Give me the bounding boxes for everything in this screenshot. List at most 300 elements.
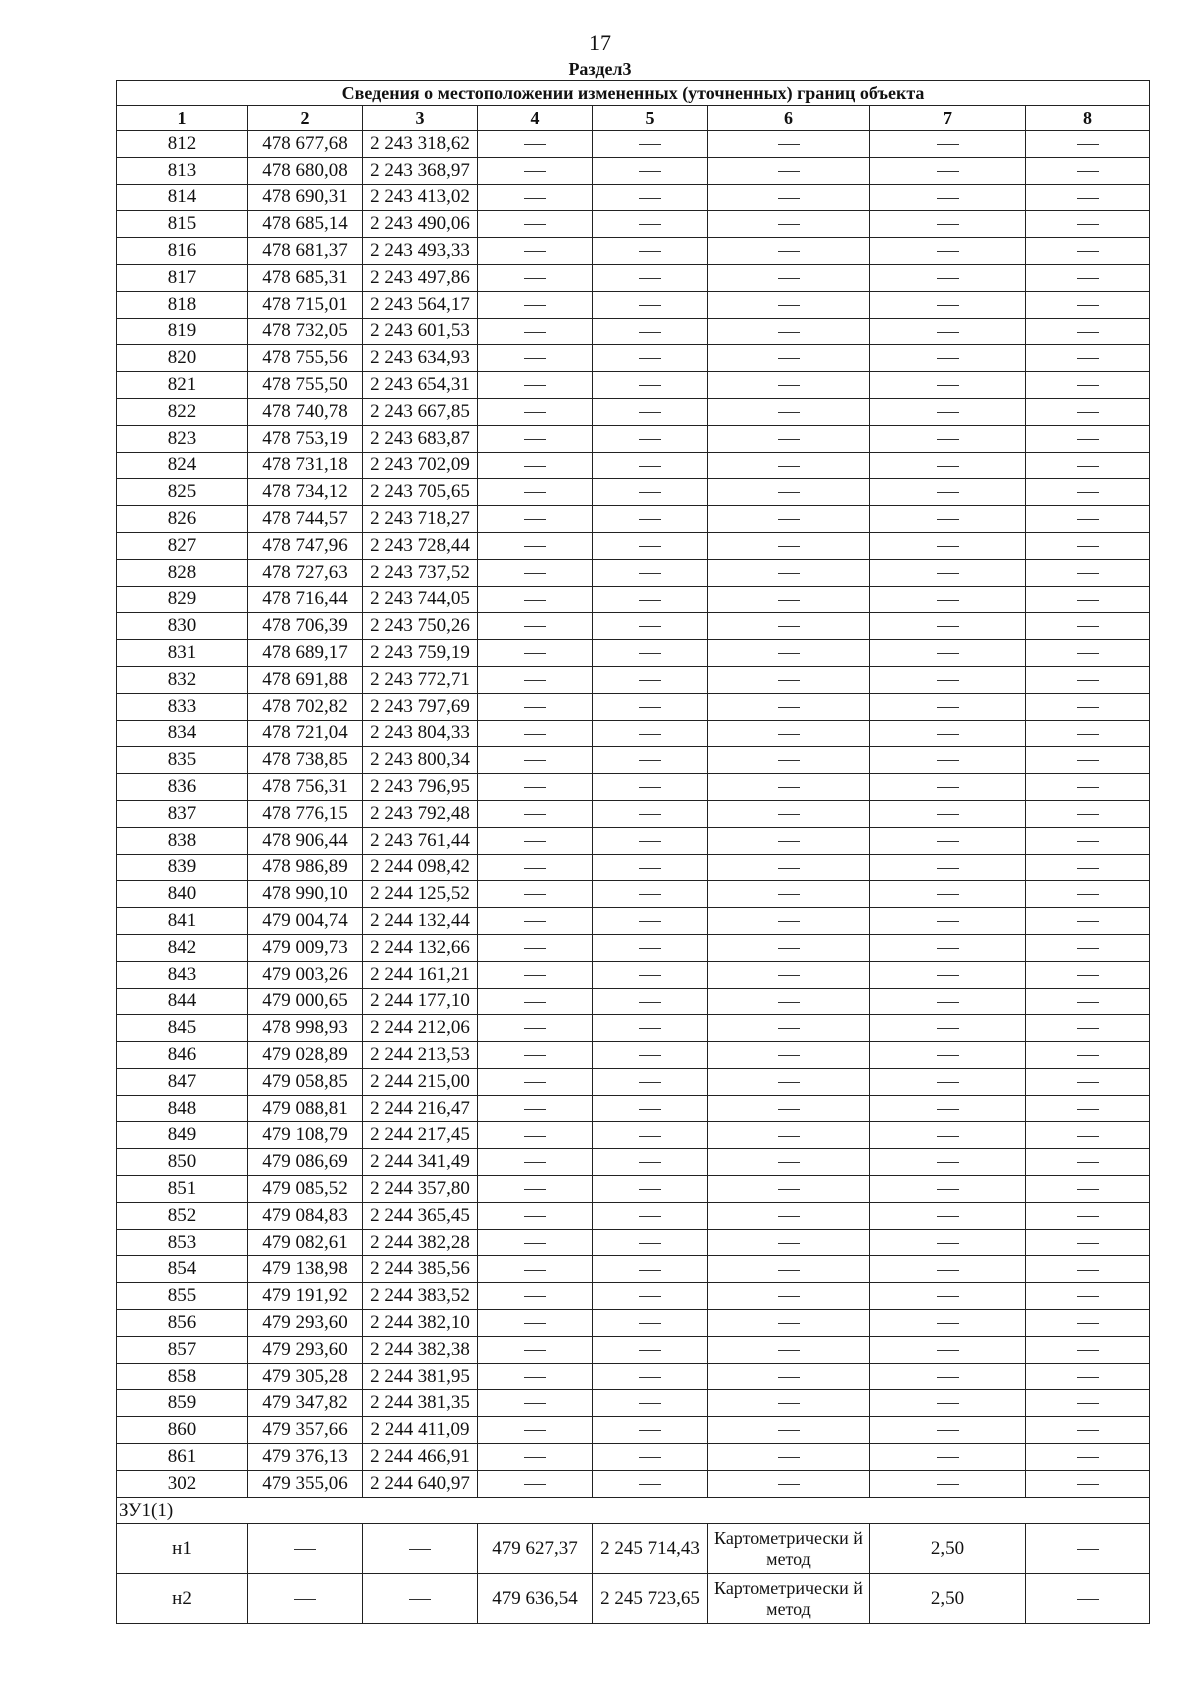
empty-value-cell bbox=[593, 1042, 708, 1069]
table-title: Сведения о местоположении измененных (уточненных) границ объекта bbox=[117, 81, 1150, 106]
dash-mark bbox=[1077, 439, 1099, 440]
empty-value-cell bbox=[593, 425, 708, 452]
empty-value-cell bbox=[478, 452, 593, 479]
coord-y-cell: 2 243 759,19 bbox=[363, 640, 478, 667]
dash-mark bbox=[778, 519, 800, 520]
table-row bbox=[117, 1470, 1150, 1497]
dash-mark bbox=[937, 332, 959, 333]
dash-mark bbox=[1077, 1109, 1099, 1110]
dash-mark bbox=[778, 868, 800, 869]
dash-mark bbox=[524, 1162, 546, 1163]
empty-value-cell bbox=[870, 827, 1026, 854]
empty-value-cell bbox=[708, 666, 870, 693]
new-coord-x-cell: 479 627,37 bbox=[478, 1524, 593, 1574]
coord-x-cell: 478 677,68 bbox=[248, 131, 363, 158]
coord-y-cell: 2 243 497,86 bbox=[363, 264, 478, 291]
coord-x-cell: 478 716,44 bbox=[248, 586, 363, 613]
page-number: 17 bbox=[589, 30, 611, 55]
coord-x-cell: 478 986,89 bbox=[248, 854, 363, 881]
dash-mark bbox=[639, 251, 661, 252]
dash-mark bbox=[639, 1028, 661, 1029]
coord-x-cell: 479 084,83 bbox=[248, 1202, 363, 1229]
coord-y-cell: 2 243 634,93 bbox=[363, 345, 478, 372]
empty-value-cell bbox=[1026, 1176, 1150, 1203]
coord-y-cell: 2 243 564,17 bbox=[363, 291, 478, 318]
empty-value-cell bbox=[478, 479, 593, 506]
dash-mark bbox=[639, 198, 661, 199]
coord-x-cell: 478 731,18 bbox=[248, 452, 363, 479]
dash-mark bbox=[524, 1403, 546, 1404]
dash-mark bbox=[524, 1055, 546, 1056]
empty-value-cell bbox=[478, 1202, 593, 1229]
dash-mark bbox=[778, 1216, 800, 1217]
dash-mark bbox=[937, 144, 959, 145]
empty-value-cell bbox=[708, 291, 870, 318]
table-row bbox=[117, 934, 1150, 961]
dash-mark bbox=[524, 144, 546, 145]
point-number-cell: 861 bbox=[117, 1444, 248, 1471]
point-number-cell: 820 bbox=[117, 345, 248, 372]
empty-value-cell bbox=[363, 1524, 478, 1574]
empty-value-cell bbox=[478, 666, 593, 693]
coord-y-cell: 2 243 744,05 bbox=[363, 586, 478, 613]
coord-x-cell: 478 747,96 bbox=[248, 532, 363, 559]
dash-mark bbox=[778, 1323, 800, 1324]
empty-value-cell bbox=[708, 1363, 870, 1390]
dash-mark bbox=[524, 251, 546, 252]
dash-mark bbox=[409, 1549, 431, 1550]
coord-y-cell: 2 244 382,28 bbox=[363, 1229, 478, 1256]
point-number-cell: 827 bbox=[117, 532, 248, 559]
empty-value-cell bbox=[870, 1229, 1026, 1256]
dash-mark bbox=[1077, 1403, 1099, 1404]
dash-mark bbox=[1077, 626, 1099, 627]
empty-value-cell bbox=[1026, 559, 1150, 586]
dash-mark bbox=[1077, 385, 1099, 386]
dash-mark bbox=[524, 1350, 546, 1351]
dash-mark bbox=[1077, 680, 1099, 681]
dash-mark bbox=[639, 1189, 661, 1190]
coord-x-cell: 478 706,39 bbox=[248, 613, 363, 640]
empty-value-cell bbox=[708, 747, 870, 774]
coord-y-cell: 2 243 318,62 bbox=[363, 131, 478, 158]
empty-value-cell bbox=[593, 1310, 708, 1337]
empty-value-cell bbox=[708, 1390, 870, 1417]
dash-mark bbox=[1077, 734, 1099, 735]
dash-mark bbox=[1077, 868, 1099, 869]
empty-value-cell bbox=[1026, 666, 1150, 693]
dash-mark bbox=[778, 358, 800, 359]
dash-mark bbox=[1077, 600, 1099, 601]
empty-value-cell bbox=[593, 1122, 708, 1149]
point-number-cell: 815 bbox=[117, 211, 248, 238]
empty-value-cell bbox=[1026, 1122, 1150, 1149]
coord-x-cell: 478 685,31 bbox=[248, 264, 363, 291]
coord-y-cell: 2 244 213,53 bbox=[363, 1042, 478, 1069]
dash-mark bbox=[639, 332, 661, 333]
empty-value-cell bbox=[1026, 1095, 1150, 1122]
table-row bbox=[117, 1256, 1150, 1283]
coord-y-cell: 2 243 750,26 bbox=[363, 613, 478, 640]
dash-mark bbox=[1077, 412, 1099, 413]
dash-mark bbox=[639, 600, 661, 601]
point-number-cell: 843 bbox=[117, 961, 248, 988]
empty-value-cell bbox=[593, 1015, 708, 1042]
empty-value-cell bbox=[593, 1256, 708, 1283]
dash-mark bbox=[639, 1457, 661, 1458]
empty-value-cell bbox=[478, 827, 593, 854]
empty-value-cell bbox=[1026, 479, 1150, 506]
dash-mark bbox=[639, 1377, 661, 1378]
empty-value-cell bbox=[478, 1015, 593, 1042]
dash-mark bbox=[639, 734, 661, 735]
dash-mark bbox=[778, 680, 800, 681]
empty-value-cell bbox=[870, 908, 1026, 935]
dash-mark bbox=[937, 412, 959, 413]
empty-value-cell bbox=[870, 1444, 1026, 1471]
point-number-cell: 819 bbox=[117, 318, 248, 345]
dash-mark bbox=[1077, 358, 1099, 359]
dash-mark bbox=[639, 948, 661, 949]
dash-mark bbox=[778, 1028, 800, 1029]
empty-value-cell bbox=[870, 238, 1026, 265]
dash-mark bbox=[639, 1055, 661, 1056]
empty-value-cell bbox=[708, 720, 870, 747]
new-coord-y-cell: 2 245 723,65 bbox=[593, 1574, 708, 1624]
dash-mark bbox=[778, 1082, 800, 1083]
dash-mark bbox=[639, 1082, 661, 1083]
table-row bbox=[117, 1149, 1150, 1176]
point-number-cell: 859 bbox=[117, 1390, 248, 1417]
dash-mark bbox=[937, 734, 959, 735]
column-header: 5 bbox=[593, 106, 708, 131]
coord-y-cell: 2 244 217,45 bbox=[363, 1122, 478, 1149]
empty-value-cell bbox=[593, 1336, 708, 1363]
empty-value-cell bbox=[593, 881, 708, 908]
empty-value-cell bbox=[1026, 961, 1150, 988]
coord-y-cell: 2 243 792,48 bbox=[363, 800, 478, 827]
empty-value-cell bbox=[708, 264, 870, 291]
dash-mark bbox=[937, 948, 959, 949]
coord-y-cell: 2 243 796,95 bbox=[363, 774, 478, 801]
dash-mark bbox=[524, 1109, 546, 1110]
coord-y-cell: 2 244 212,06 bbox=[363, 1015, 478, 1042]
empty-value-cell bbox=[1026, 1149, 1150, 1176]
point-number-cell: 835 bbox=[117, 747, 248, 774]
point-number-cell: 839 bbox=[117, 854, 248, 881]
dash-mark bbox=[937, 975, 959, 976]
empty-value-cell bbox=[708, 1122, 870, 1149]
empty-value-cell bbox=[870, 559, 1026, 586]
dash-mark bbox=[524, 1028, 546, 1029]
empty-value-cell bbox=[870, 1310, 1026, 1337]
dash-mark bbox=[937, 1028, 959, 1029]
empty-value-cell bbox=[708, 372, 870, 399]
empty-value-cell bbox=[593, 613, 708, 640]
dash-mark bbox=[524, 653, 546, 654]
empty-value-cell bbox=[478, 184, 593, 211]
coord-y-cell: 2 243 761,44 bbox=[363, 827, 478, 854]
coord-x-cell: 479 138,98 bbox=[248, 1256, 363, 1283]
empty-value-cell bbox=[708, 532, 870, 559]
table-row bbox=[117, 1122, 1150, 1149]
dash-mark bbox=[1077, 224, 1099, 225]
dash-mark bbox=[524, 171, 546, 172]
table-row bbox=[117, 827, 1150, 854]
dash-mark bbox=[409, 1599, 431, 1600]
dash-mark bbox=[778, 1377, 800, 1378]
dash-mark bbox=[937, 1403, 959, 1404]
dash-mark bbox=[1077, 492, 1099, 493]
empty-value-cell bbox=[870, 961, 1026, 988]
dash-mark bbox=[1077, 1136, 1099, 1137]
empty-value-cell bbox=[478, 157, 593, 184]
dash-mark bbox=[524, 573, 546, 574]
point-number-cell: 824 bbox=[117, 452, 248, 479]
empty-value-cell bbox=[708, 1310, 870, 1337]
coord-x-cell: 478 738,85 bbox=[248, 747, 363, 774]
coord-x-cell: 478 721,04 bbox=[248, 720, 363, 747]
dash-mark bbox=[639, 921, 661, 922]
dash-mark bbox=[639, 144, 661, 145]
empty-value-cell bbox=[1026, 747, 1150, 774]
coord-x-cell: 478 681,37 bbox=[248, 238, 363, 265]
dash-mark bbox=[937, 1109, 959, 1110]
table-row bbox=[117, 372, 1150, 399]
coord-y-cell: 2 244 098,42 bbox=[363, 854, 478, 881]
empty-value-cell bbox=[478, 345, 593, 372]
point-number-cell: 818 bbox=[117, 291, 248, 318]
dash-mark bbox=[524, 439, 546, 440]
coord-x-cell: 479 355,06 bbox=[248, 1470, 363, 1497]
dash-mark bbox=[524, 224, 546, 225]
empty-value-cell bbox=[593, 1095, 708, 1122]
empty-value-cell bbox=[1026, 881, 1150, 908]
point-number-cell: 813 bbox=[117, 157, 248, 184]
coord-y-cell: 2 244 357,80 bbox=[363, 1176, 478, 1203]
point-number-cell: 816 bbox=[117, 238, 248, 265]
dash-mark bbox=[778, 894, 800, 895]
dash-mark bbox=[937, 305, 959, 306]
dash-mark bbox=[524, 948, 546, 949]
dash-mark bbox=[937, 171, 959, 172]
new-point-row bbox=[117, 1524, 1150, 1574]
point-number-cell: 841 bbox=[117, 908, 248, 935]
dash-mark bbox=[524, 412, 546, 413]
empty-value-cell bbox=[593, 1202, 708, 1229]
point-number-cell: 836 bbox=[117, 774, 248, 801]
dash-mark bbox=[937, 1216, 959, 1217]
empty-value-cell bbox=[870, 479, 1026, 506]
empty-value-cell bbox=[1026, 184, 1150, 211]
empty-value-cell bbox=[870, 1363, 1026, 1390]
empty-value-cell bbox=[1026, 1283, 1150, 1310]
dash-mark bbox=[937, 519, 959, 520]
empty-value-cell bbox=[478, 720, 593, 747]
empty-value-cell bbox=[478, 693, 593, 720]
coord-x-cell: 478 906,44 bbox=[248, 827, 363, 854]
empty-value-cell bbox=[593, 1068, 708, 1095]
empty-value-cell bbox=[1026, 693, 1150, 720]
dash-mark bbox=[778, 1243, 800, 1244]
empty-value-cell bbox=[593, 988, 708, 1015]
dash-mark bbox=[937, 1350, 959, 1351]
empty-value-cell bbox=[1026, 1015, 1150, 1042]
table-row bbox=[117, 131, 1150, 158]
coord-y-cell: 2 243 772,71 bbox=[363, 666, 478, 693]
dash-mark bbox=[937, 1457, 959, 1458]
empty-value-cell bbox=[593, 264, 708, 291]
dash-mark bbox=[1077, 653, 1099, 654]
dash-mark bbox=[524, 894, 546, 895]
empty-value-cell bbox=[478, 640, 593, 667]
section-label: Раздел3 bbox=[568, 59, 632, 79]
coord-y-cell: 2 243 413,02 bbox=[363, 184, 478, 211]
table-row bbox=[117, 1229, 1150, 1256]
dash-mark bbox=[524, 975, 546, 976]
point-number-cell: 855 bbox=[117, 1283, 248, 1310]
dash-mark bbox=[937, 680, 959, 681]
dash-mark bbox=[778, 734, 800, 735]
empty-value-cell bbox=[708, 586, 870, 613]
dash-mark bbox=[778, 787, 800, 788]
point-number-cell: 821 bbox=[117, 372, 248, 399]
dash-mark bbox=[524, 1430, 546, 1431]
empty-value-cell bbox=[870, 157, 1026, 184]
coord-x-cell: 479 347,82 bbox=[248, 1390, 363, 1417]
dash-mark bbox=[639, 1484, 661, 1485]
table-row bbox=[117, 1068, 1150, 1095]
empty-value-cell bbox=[593, 506, 708, 533]
table-row bbox=[117, 345, 1150, 372]
dash-mark bbox=[524, 868, 546, 869]
empty-value-cell bbox=[593, 184, 708, 211]
table-row bbox=[117, 264, 1150, 291]
empty-value-cell bbox=[478, 961, 593, 988]
dash-mark bbox=[778, 385, 800, 386]
dash-mark bbox=[524, 492, 546, 493]
method-cell: Картометрически й метод bbox=[708, 1574, 870, 1624]
coord-y-cell: 2 244 640,97 bbox=[363, 1470, 478, 1497]
dash-mark bbox=[937, 573, 959, 574]
dash-mark bbox=[524, 1216, 546, 1217]
coord-x-cell: 479 028,89 bbox=[248, 1042, 363, 1069]
empty-value-cell bbox=[1026, 613, 1150, 640]
empty-value-cell bbox=[593, 398, 708, 425]
empty-value-cell bbox=[708, 1256, 870, 1283]
dash-mark bbox=[937, 921, 959, 922]
empty-value-cell bbox=[593, 774, 708, 801]
empty-value-cell bbox=[708, 479, 870, 506]
table-row bbox=[117, 1015, 1150, 1042]
coord-y-cell: 2 244 216,47 bbox=[363, 1095, 478, 1122]
empty-value-cell bbox=[870, 1256, 1026, 1283]
empty-value-cell bbox=[870, 640, 1026, 667]
empty-value-cell bbox=[1026, 318, 1150, 345]
empty-value-cell bbox=[593, 640, 708, 667]
dash-mark bbox=[778, 305, 800, 306]
empty-value-cell bbox=[708, 425, 870, 452]
dash-mark bbox=[524, 1270, 546, 1271]
dash-mark bbox=[778, 1162, 800, 1163]
dash-mark bbox=[639, 171, 661, 172]
dash-mark bbox=[778, 492, 800, 493]
dash-mark bbox=[937, 492, 959, 493]
empty-value-cell bbox=[1026, 1202, 1150, 1229]
empty-value-cell bbox=[478, 1390, 593, 1417]
point-number-cell: 828 bbox=[117, 559, 248, 586]
dash-mark bbox=[937, 1055, 959, 1056]
empty-value-cell bbox=[478, 1176, 593, 1203]
empty-value-cell bbox=[478, 238, 593, 265]
point-number-cell: 832 bbox=[117, 666, 248, 693]
point-number-cell: 834 bbox=[117, 720, 248, 747]
empty-value-cell bbox=[708, 131, 870, 158]
point-number-cell: 823 bbox=[117, 425, 248, 452]
coord-x-cell: 478 691,88 bbox=[248, 666, 363, 693]
table-row bbox=[117, 1042, 1150, 1069]
empty-value-cell bbox=[870, 1470, 1026, 1497]
dash-mark bbox=[937, 466, 959, 467]
table-row bbox=[117, 1444, 1150, 1471]
empty-value-cell bbox=[593, 720, 708, 747]
empty-value-cell bbox=[708, 640, 870, 667]
dash-mark bbox=[937, 787, 959, 788]
point-number-cell: 817 bbox=[117, 264, 248, 291]
coord-x-cell: 479 293,60 bbox=[248, 1310, 363, 1337]
dash-mark bbox=[778, 1430, 800, 1431]
dash-mark bbox=[1077, 814, 1099, 815]
column-header: 1 bbox=[117, 106, 248, 131]
empty-value-cell bbox=[708, 827, 870, 854]
empty-value-cell bbox=[478, 318, 593, 345]
dash-mark bbox=[524, 1484, 546, 1485]
dash-mark bbox=[778, 251, 800, 252]
empty-value-cell bbox=[593, 1444, 708, 1471]
dash-mark bbox=[639, 358, 661, 359]
dash-mark bbox=[937, 814, 959, 815]
dash-mark bbox=[639, 1430, 661, 1431]
dash-mark bbox=[1077, 1162, 1099, 1163]
dash-mark bbox=[639, 385, 661, 386]
dash-mark bbox=[524, 1189, 546, 1190]
dash-mark bbox=[937, 358, 959, 359]
empty-value-cell bbox=[1026, 1417, 1150, 1444]
dash-mark bbox=[524, 626, 546, 627]
dash-mark bbox=[1077, 1243, 1099, 1244]
dash-mark bbox=[524, 1002, 546, 1003]
table-row bbox=[117, 479, 1150, 506]
dash-mark bbox=[639, 224, 661, 225]
dash-mark bbox=[524, 278, 546, 279]
empty-value-cell bbox=[1026, 908, 1150, 935]
dash-mark bbox=[1077, 332, 1099, 333]
empty-value-cell bbox=[593, 559, 708, 586]
dash-mark bbox=[639, 492, 661, 493]
table-row bbox=[117, 988, 1150, 1015]
empty-value-cell bbox=[870, 452, 1026, 479]
dash-mark bbox=[524, 680, 546, 681]
empty-value-cell bbox=[478, 131, 593, 158]
dash-mark bbox=[639, 1002, 661, 1003]
table-row bbox=[117, 908, 1150, 935]
dash-mark bbox=[1077, 921, 1099, 922]
dash-mark bbox=[1077, 707, 1099, 708]
point-number-cell: 814 bbox=[117, 184, 248, 211]
dash-mark bbox=[639, 707, 661, 708]
empty-value-cell bbox=[1026, 1574, 1150, 1624]
point-number-cell: 840 bbox=[117, 881, 248, 908]
